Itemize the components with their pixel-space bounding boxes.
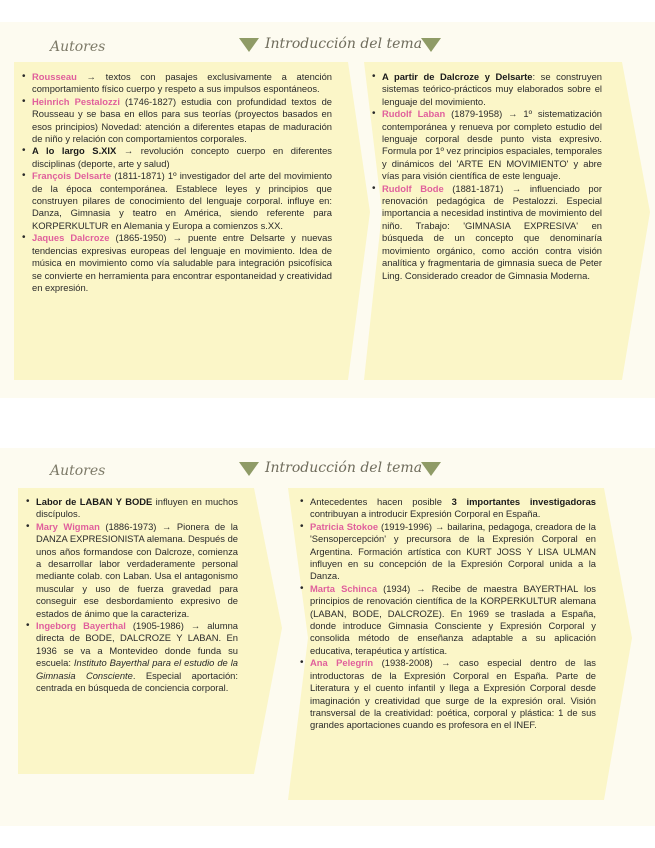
section-1-right-panel [370, 71, 602, 282]
section-1-autores-label: Autores [50, 39, 106, 55]
author-name: Mary Wigman [36, 520, 100, 532]
list-item: • Antecedentes hacen posible 3 importantes investigadoras contribuyan a introducir Expresión Corporal en España. [310, 496, 596, 521]
author-name: Ana Pelegrín [310, 657, 374, 669]
section-1-title: Introducción del tema [265, 36, 423, 52]
section-2-autores-label: Autores [50, 463, 106, 479]
author-name: Rudolf Laban [382, 108, 446, 120]
list-item: • A partir de Dalcroze y Delsarte: se construyen sistemas teórico-prácticos muy elaborados sobre el lenguaje del movimiento. [382, 71, 602, 108]
list-item: • Ingeborg Bayerthal (1905-1986) → alumna directa de BODE, DALCROZE Y LABAN. En 1936 se va a Montevideo donde funda su escuela: Instituto Bayerthal para el estudio de la Gimnasia Consciente. Especial aportación: centrada en búsqueda de conciencia corporal. [36, 620, 238, 694]
list-item: • Patricia Stokoe (1919-1996) → bailarina, pedagoga, creadora de la 'Sensopercepción' y precursora de la Expresión Corporal en Argentina. Formación artística con KURT JOSS Y LISA ULMAN influyen en su concepción de la Expresión Corporal unida a la Danza. [310, 521, 596, 583]
author-name: Patricia Stokoe [310, 520, 379, 532]
section-2-right-panel [298, 496, 596, 732]
list-item: • Jaques Dalcroze (1865-1950) → puente entre Delsarte y nuevas tendencias expresivas europeas del lenguaje en movimiento. Idea de música en movimiento como vía saludable para integración psicofísica se convierte en herramienta para encontrar espontaneidad y creatividad en expresión. [32, 232, 332, 294]
list-item: • Heinrich Pestalozzi (1746-1827) estudia con profundidad textos de Rousseau y se basa en ellos para sus teorías (proyectos basados en esos principios) Novedad: atención a diferentes etapas de maduración de niño y relación con comportamientos corporales. [32, 96, 332, 146]
list-item: • Rudolf Laban (1879-1958) → 1º sistematización contemporánea y renueva por completo estudio del lenguaje corporal desde punto vista expresivo. Formula por 1º vez principios espaciales, temporales y dinámicos del 'ARTE EN MOVIMIENTO' y abre vías para visión científica de este lenguaje. [382, 108, 602, 182]
list-item: • Labor de LABAN Y BODE influyen en muchos discípulos. [36, 496, 238, 521]
section-2-right-triangle-icon [421, 462, 441, 476]
section-2-title: Introducción del tema [265, 460, 423, 476]
list-item: • Rousseau → textos con pasajes exclusivamente a atención comportamiento físico cuerpo y respeto a sus impulsos espontáneos. [32, 71, 332, 96]
author-name: Jaques Dalcroze [32, 232, 110, 244]
author-name: Rousseau [32, 71, 77, 82]
list-item: • A lo largo S.XIX → revolución concepto cuerpo en diferentes disciplinas (deporte, arte y salud) [32, 145, 332, 170]
section-2-left-triangle-icon [239, 462, 259, 476]
list-item: • Rudolf Bode (1881-1871) → influenciado por renovación pedagógica de Pestalozzi. Especial importancia a necesidad instintiva de movimiento del niño. Trabajo: 'GIMNASIA EXPRESIVA' en búsqueda de un concepto que denominaría movimiento orgánico, como acción contra visión analítica y fragmentaria de gimnasia sueca de Peter Ling. Considerado creador de Gimnasia Moderna. [382, 183, 602, 282]
author-name: François Delsarte [32, 170, 112, 182]
list-item: • Ana Pelegrín (1938-2008) → caso especial dentro de las introductoras de la Expresión Corporal en España. Parte de Literatura y el cuento infantil y llega a Expresión Corporal desde imaginación y creatividad que surge de la expresión oral. Visión transversal de la creatividad: poética, corporal y plástica: 1 de sus grandes aportaciones cuando es profesora en el INEF. [310, 657, 596, 731]
list-item: • François Delsarte (1811-1871) 1º investigador del arte del movimiento de la época contemporánea. Establece leyes y principios que construyen pilares de conocimiento del lenguaje corporal. influye en: Danza, Gimnasia y teatro en América, siendo referente para KORPERKULTUR en Alemania y Europa a comienzos s.XX. [32, 170, 332, 232]
author-name: Marta Schinca [310, 582, 378, 594]
section-2-left-panel [24, 496, 238, 695]
list-item: • Mary Wigman (1886-1973) → Pionera de la DANZA EXPRESIONISTA alemana. Después de unos años formandose con Dalcroze, comienza a desarrollar labor verdaderamente personal mediante colab. con Laban. Usa el antagonismo muscular y uso de fuerza gravedad para conseguir ese desbordamiento expresivo de estados de ánimo que la caracteriza. [36, 521, 238, 620]
section-1-right-triangle-icon [421, 38, 441, 52]
section-1-left-triangle-icon [239, 38, 259, 52]
author-name: Heinrich Pestalozzi [32, 95, 120, 107]
section-1-left-panel [20, 71, 332, 294]
author-name: Ingeborg Bayerthal [36, 620, 126, 632]
author-name: Rudolf Bode [382, 182, 444, 194]
list-item: • Marta Schinca (1934) → Recibe de maestra BAYERTHAL los principios de renovación científica de la KORPERKULTUR alemana (LABAN, BODE, DALCROZE). En 1969 se traslada a España, donde introduce Gimnasia Consciente y Expresión Corporal y consolida método de enseñanza adaptable a su aplicación educativa, terapéutica y artística. [310, 583, 596, 657]
